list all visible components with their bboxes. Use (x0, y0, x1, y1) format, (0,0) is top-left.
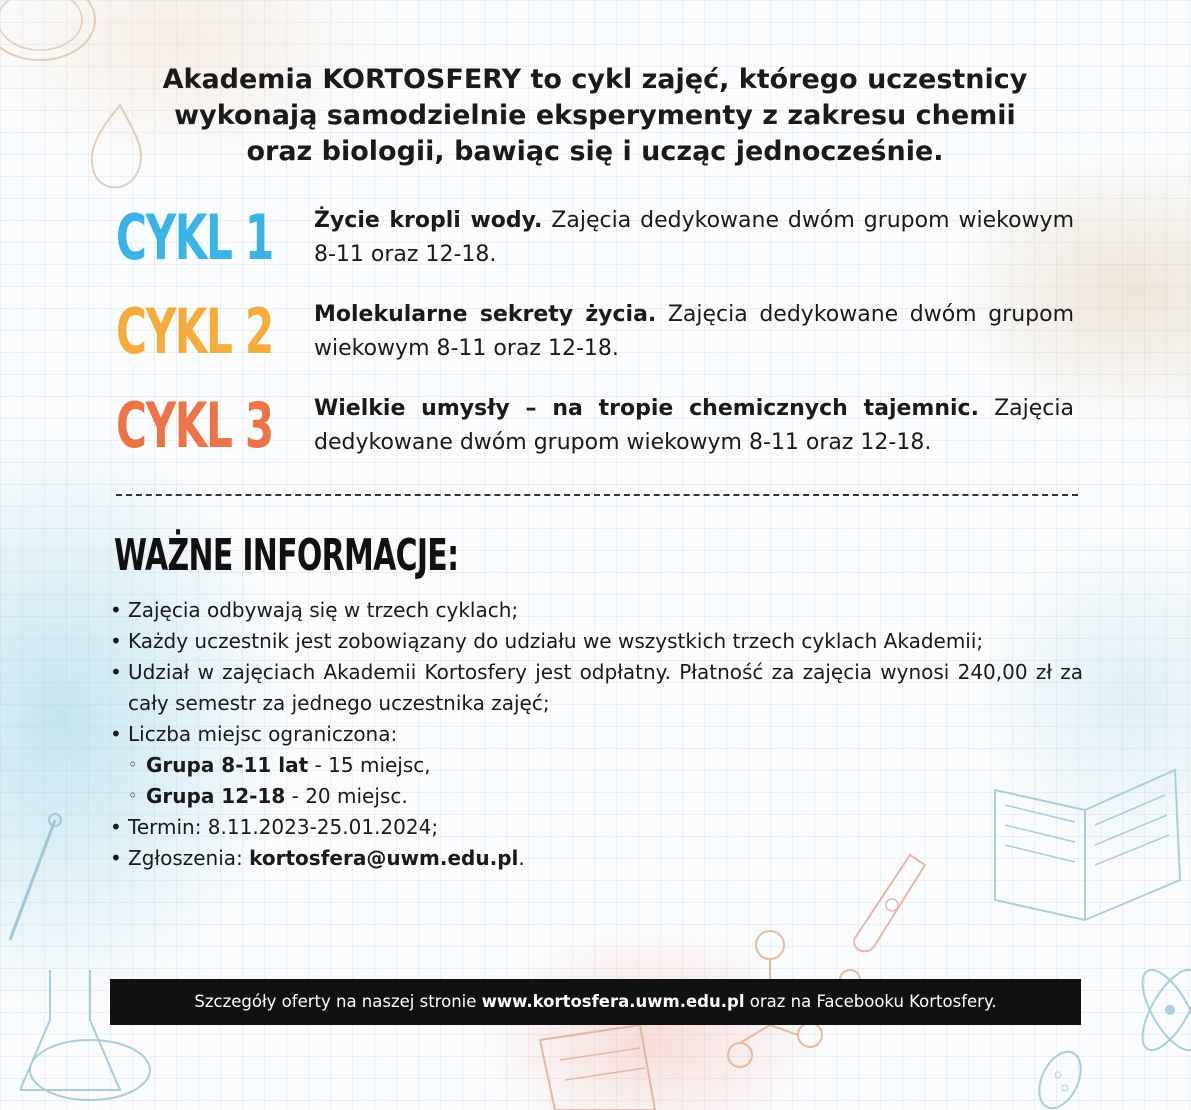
group-places: - 20 miejsc. (285, 784, 408, 808)
bullet-icon: • (110, 846, 122, 870)
cycle-1-text (314, 204, 1074, 272)
signup-label: Zgłoszenia: (128, 846, 250, 870)
list-item (108, 626, 1083, 657)
cycle-1-description: Zajęcia dedykowane dwóm grupom wiekowym 8-11 oraz 12-18. (314, 208, 1074, 267)
list-item (108, 595, 1083, 626)
group-name: Grupa 8-11 lat (146, 753, 309, 777)
footer-bar (110, 979, 1081, 1025)
atom-drawing (1120, 950, 1191, 1070)
list-item (108, 843, 1083, 874)
cycle-2-description: Zajęcia dedykowane dwóm grupom wiekowym 8-11 oraz 12-18. (314, 302, 1074, 361)
intro-line: Akademia KORTOSFERY to cykl zajęć, którego uczestnicy (162, 64, 1028, 95)
pipette-drawing (0, 810, 70, 950)
intro-line: wykonają samodzielnie eksperymenty z zakresu chemii (174, 100, 1016, 131)
group-name: Grupa 12-18 (146, 784, 286, 808)
intro-text (120, 62, 1070, 170)
list-item (108, 657, 1083, 719)
bullet-icon: • (110, 815, 122, 839)
cycle-3-title: Wielkie umysły – na tropie chemicznych tajemnic. (314, 396, 979, 421)
signup-email-link[interactable]: kortosfera@uwm.edu.pl (249, 846, 519, 870)
sub-list-item (108, 781, 1083, 812)
notepad-drawing (520, 1020, 670, 1110)
group-places: - 15 miejsc, (308, 753, 431, 777)
info-list (108, 595, 1083, 874)
term-text: Termin: 8.11.2023-25.01.2024; (128, 815, 439, 839)
website-link[interactable]: www.kortosfera.uwm.edu.pl (481, 992, 745, 1011)
cycle-2-title: Molekularne sekrety życia. (314, 302, 657, 327)
sub-bullet-icon: ◦ (128, 755, 138, 774)
cycle-1-title: Życie kropli wody. (314, 208, 543, 233)
cycle-3-description: Zajęcia dedykowane dwóm grupom wiekowym 8-11 oraz 12-18. (314, 396, 1074, 455)
info-item-text: Liczba miejsc ograniczona: (128, 722, 398, 746)
sub-list-item (108, 750, 1083, 781)
dashed-divider (116, 494, 1078, 496)
signup-end: . (518, 846, 525, 870)
intro-line: oraz biologii, bawiąc się i ucząc jednocześnie. (246, 136, 944, 167)
sub-bullet-icon: ◦ (128, 786, 138, 805)
info-item-text: Każdy uczestnik jest zobowiązany do udziału we wszystkich trzech cyklach Akademii; (128, 629, 984, 653)
info-item-text: Zajęcia odbywają się w trzech cyklach; (128, 598, 519, 622)
petri-dish-drawing (0, 0, 110, 80)
cycle-3-label: CYKL 3 (116, 389, 273, 462)
cycle-1-label: CYKL 1 (116, 201, 273, 274)
important-info-heading: WAŻNE INFORMACJE: (114, 530, 459, 581)
bullet-icon: • (110, 722, 122, 746)
bullet-icon: • (110, 629, 122, 653)
info-item-text: Udział w zajęciach Akademii Kortosfery jest odpłatny. Płatność za zajęcia wynosi 240,00 zł za cały semestr za jednego uczestnika zajęć; (128, 660, 1083, 715)
bacterium-drawing (1020, 1040, 1100, 1110)
bullet-icon: • (110, 598, 122, 622)
list-item (108, 812, 1083, 843)
footer-text-after: oraz na Facebooku Kortosfery. (744, 992, 997, 1011)
footer-text-before: Szczegóły oferty na naszej stronie (194, 992, 482, 1011)
cycle-2-text (314, 298, 1074, 366)
bullet-icon: • (110, 660, 122, 684)
cycle-3-text (314, 392, 1074, 460)
cycle-2-label: CYKL 2 (116, 295, 273, 368)
list-item (108, 719, 1083, 750)
